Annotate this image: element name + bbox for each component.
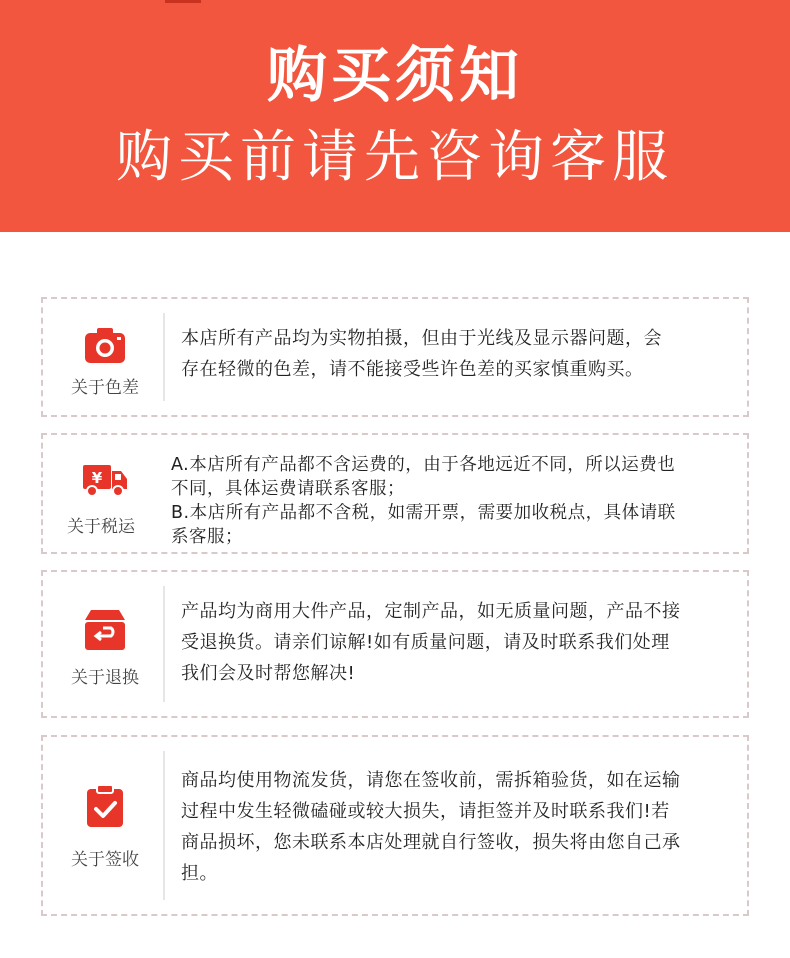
- card-side: [43, 435, 163, 552]
- card-text: [181, 596, 733, 689]
- card-label: 关于税运: [67, 517, 135, 537]
- card-side: [43, 299, 163, 415]
- card-text: [181, 765, 733, 889]
- card-text-line: 本店所有产品均为实物拍摄，但由于光线及显示器问题，会: [181, 328, 662, 349]
- card-text-line: 存在轻微的色差，请不能接受些许色差的买家慎重购买。: [181, 359, 644, 380]
- card-label: 关于色差: [71, 378, 139, 398]
- card-text-line: 不同，具体运费请联系客服；: [171, 479, 405, 499]
- card-text-line: 商品均使用物流发货，请您在签收前，需拆箱验货，如在运输: [181, 770, 681, 791]
- notice-card-returns: [41, 570, 749, 718]
- svg-text:¥: ¥: [91, 469, 103, 487]
- page-subtitle: 购买前请先咨询客服: [116, 125, 674, 190]
- card-text: [171, 453, 733, 549]
- page-title: 购买须知: [267, 41, 523, 111]
- header-accent-bar: [165, 0, 201, 3]
- card-divider: [163, 751, 165, 900]
- camera-icon: [83, 325, 127, 365]
- card-text-line: 过程中发生轻微磕碰或较大损失，请拒签并及时联系我们!若: [181, 801, 670, 822]
- card-divider: [163, 313, 165, 401]
- delivery-truck-icon: [81, 459, 129, 499]
- notice-card-receipt: [41, 735, 749, 916]
- card-text-line: 产品均为商用大件产品，定制产品，如无质量问题，产品不接: [181, 601, 681, 622]
- clipboard-check-icon: [83, 783, 127, 829]
- notice-card-color: [41, 297, 749, 417]
- header-banner: [0, 0, 790, 232]
- card-text-line: 商品损坏，您未联系本店处理就自行签收，损失将由您自己承: [181, 832, 681, 853]
- card-text-line: A.本店所有产品都不含运费的，由于各地远近不同，所以运费也: [171, 455, 676, 475]
- card-text-line: 受退换货。请亲们谅解!如有质量问题，请及时联系我们处理: [181, 632, 670, 653]
- card-side: [43, 737, 163, 914]
- card-text-line: 我们会及时帮您解决!: [181, 663, 356, 684]
- notice-card-tax-shipping: [41, 433, 749, 554]
- card-text-line: 系客服；: [171, 527, 243, 547]
- card-text-line: B.本店所有产品都不含税，如需开票，需要加收税点，具体请联: [171, 503, 676, 523]
- card-label: 关于退换: [71, 668, 139, 688]
- card-text: [181, 323, 733, 385]
- card-side: [43, 572, 163, 716]
- return-box-icon: [83, 606, 127, 652]
- card-divider: [163, 586, 165, 702]
- card-label: 关于签收: [71, 850, 139, 870]
- card-text-line: 担。: [181, 863, 218, 884]
